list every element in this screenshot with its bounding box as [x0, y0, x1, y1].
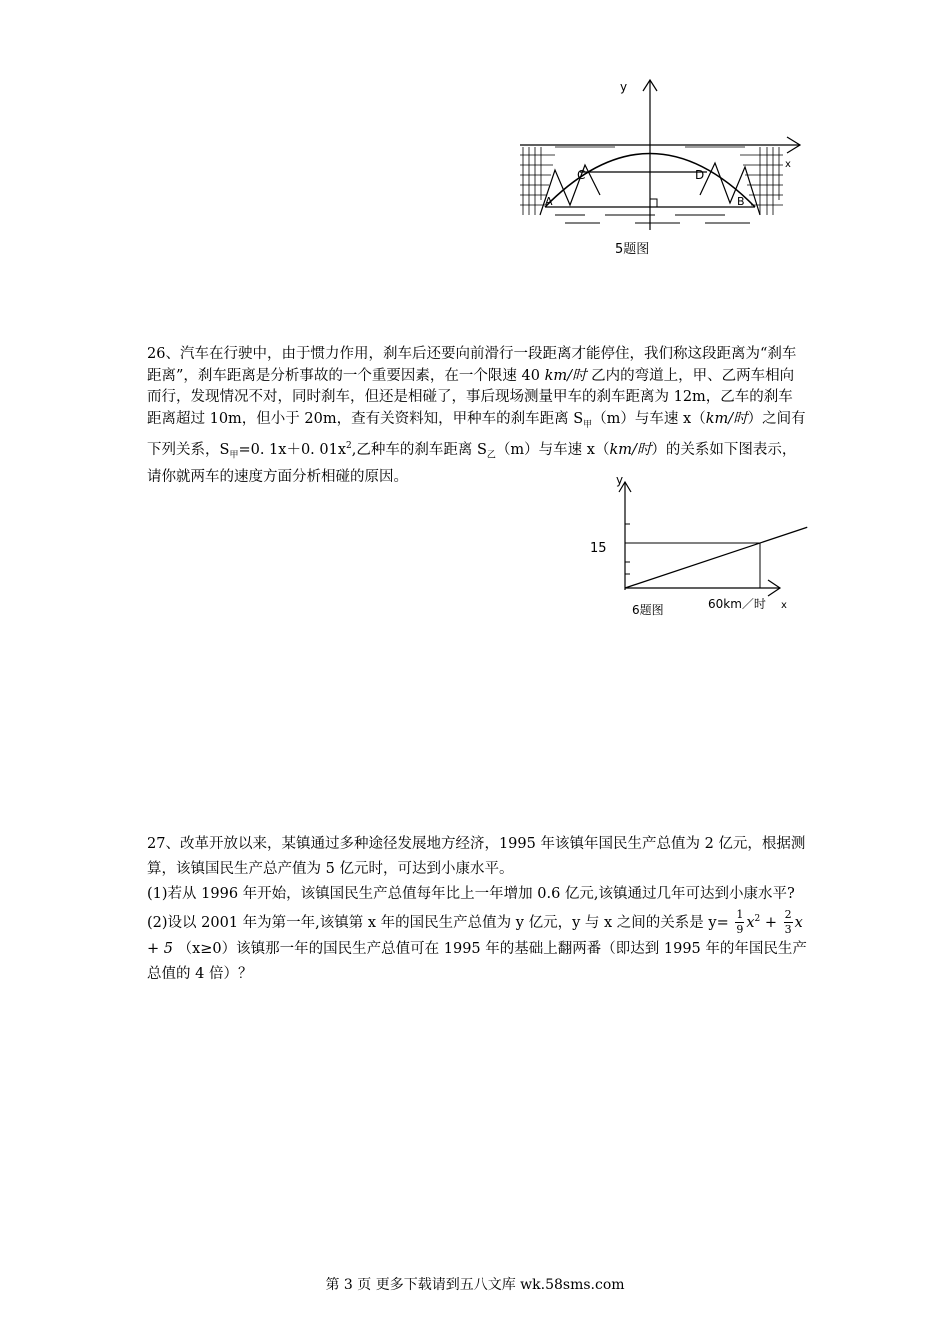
fig5-point-c: C	[577, 168, 586, 182]
q27-term1-sup: 2	[754, 914, 761, 924]
q27-term1: x	[746, 914, 755, 931]
q26-sub-jia-2: 甲	[229, 450, 239, 461]
q27-part1: (1)若从 1996 年开始，该镇国民生产总值每年比上一年增加 0.6 亿元,该镇通过几年可达到小康水平?	[147, 886, 795, 902]
question-27	[147, 832, 807, 987]
fig6-x-mark: 60km／时	[708, 597, 766, 611]
question-26	[147, 344, 807, 489]
q27-part2	[147, 907, 807, 987]
fig5-point-b: B	[737, 195, 745, 208]
q26-text-7: ）的关系如下图表示，请你就两车的速度方面分析相碰的原因。	[147, 441, 797, 486]
q26-text-4: ）之间有下列关系，S	[147, 410, 806, 458]
q26-text-2: 乙内的弯道上，甲、乙两车相向而行，发现情况不对，同时刹车，但还是相碰了，事后现场测量甲车的刹车距离为 12m，乙车的刹车距离超过 10m，但小于 20m，查有关资料知，甲种车的刹车距离 S	[147, 367, 795, 427]
q26-text-1: 汽车在行驶中，由于惯力作用，刹车后还要向前滑行一段距离才能停住，我们称这段距离为“刹车距离”，刹车距离是分析事故的一个重要因素，在一个限速 40	[147, 346, 797, 384]
q26-formula: =0. 1x＋0. 01x	[238, 441, 347, 458]
fig6-x-label: x	[781, 600, 787, 611]
fig5-x-label: x	[785, 159, 791, 170]
fig5-point-d: D	[695, 168, 705, 182]
fig5-caption: 5题图	[615, 242, 650, 257]
q27-part2a: (2)设以 2001 年为第一年,该镇第 x 年的国民生产总值为 y 亿元，y 与 x 之间的关系是 y=	[147, 914, 729, 931]
q26-text-3: （m）与车速 x（	[592, 410, 706, 427]
q26-unit-3: km/时	[609, 441, 652, 458]
q26-unit-2: km/时	[705, 410, 748, 427]
q26-sup-2: 2	[346, 440, 352, 451]
fig6-caption: 6题图	[632, 603, 664, 617]
page-footer: 第 3 页 更多下载请到五八文库 wk.58sms.com	[325, 1277, 625, 1293]
fig5-y-label: y	[620, 80, 628, 94]
fig6-tick-15: 15	[590, 541, 607, 556]
q27-fraction-1-9: $\frac{1}{9}$	[736, 908, 744, 937]
fig6-y-label: y	[616, 473, 624, 487]
q27-fraction-2-3: $\frac{2}{3}$	[784, 908, 792, 937]
q26-unit-1: km/时	[544, 367, 587, 384]
q27-plus: +	[764, 914, 778, 931]
figure-6-chart	[580, 470, 810, 630]
water-lines	[555, 215, 750, 223]
q26-text-6: （m）与车速 x（	[495, 441, 610, 458]
q26-text-5: ,乙种车的刹车距离 S	[351, 441, 487, 458]
q26-number: 26、	[147, 346, 180, 362]
q26-sub-yi: 乙	[486, 450, 496, 461]
fig6-series-line	[625, 527, 807, 588]
q27-part2b: （x≥0）该镇那一年的国民生产总值可在 1995 年的基础上翻两番（即达到 1995 年的年国民生产总值的 4 倍）？	[147, 941, 807, 983]
figure-5-bridge-diagram	[515, 75, 805, 260]
q26-sub-jia: 甲	[583, 419, 593, 430]
q27-intro: 27、改革开放以来，某镇通过多种途径发展地方经济，1995 年该镇年国民生产总值为 2 亿元，根据测算，该镇国民生产总产值为 5 亿元时，可达到小康水平。	[147, 836, 806, 877]
q27-term2: x + 5	[147, 914, 803, 958]
fig5-point-a: A	[545, 195, 553, 208]
